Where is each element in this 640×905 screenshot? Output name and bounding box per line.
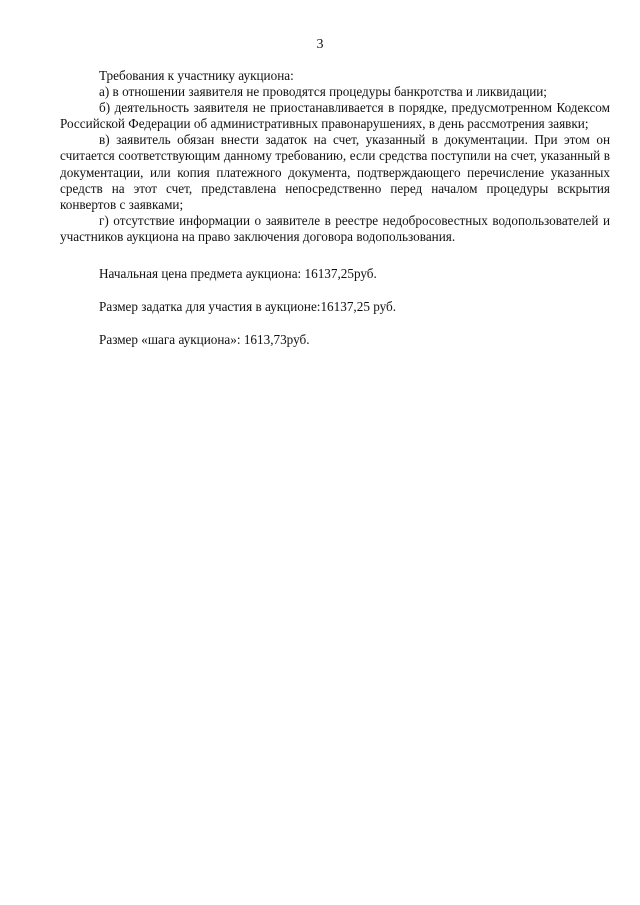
deposit-amount: Размер задатка для участия в аукционе:16137,25 руб. xyxy=(99,299,397,315)
requirement-item-v: в) заявитель обязан внести задаток на счет, указанный в документации. При этом он считается соответствующим данному требованию, если средства поступили на счет, указанный в документации, или копия платежного документа, подтверждающего перечисление указанных средств на этот счет, представлена непосредственно перед началом процедуры вскрытия конвертов с заявками; xyxy=(60,132,610,212)
requirement-item-a: а) в отношении заявителя не проводятся процедуры банкротства и ликвидации; xyxy=(99,84,547,100)
page-number: 3 xyxy=(316,37,324,52)
start-price: Начальная цена предмета аукциона: 16137,25руб. xyxy=(99,266,377,282)
document-body xyxy=(60,68,610,348)
requirement-item-b: б) деятельность заявителя не приостанавливается в порядке, предусмотренном Кодексом Российской Федерации об административных правонарушениях, в день рассмотрения заявки; xyxy=(60,100,610,132)
auction-step: Размер «шага аукциона»: 1613,73руб. xyxy=(99,332,310,348)
requirements-heading: Требования к участнику аукциона: xyxy=(99,68,294,83)
requirement-item-g: г) отсутствие информации о заявителе в реестре недобросовестных водопользователей и участников аукциона на право заключения договора водопользования. xyxy=(60,212,610,244)
